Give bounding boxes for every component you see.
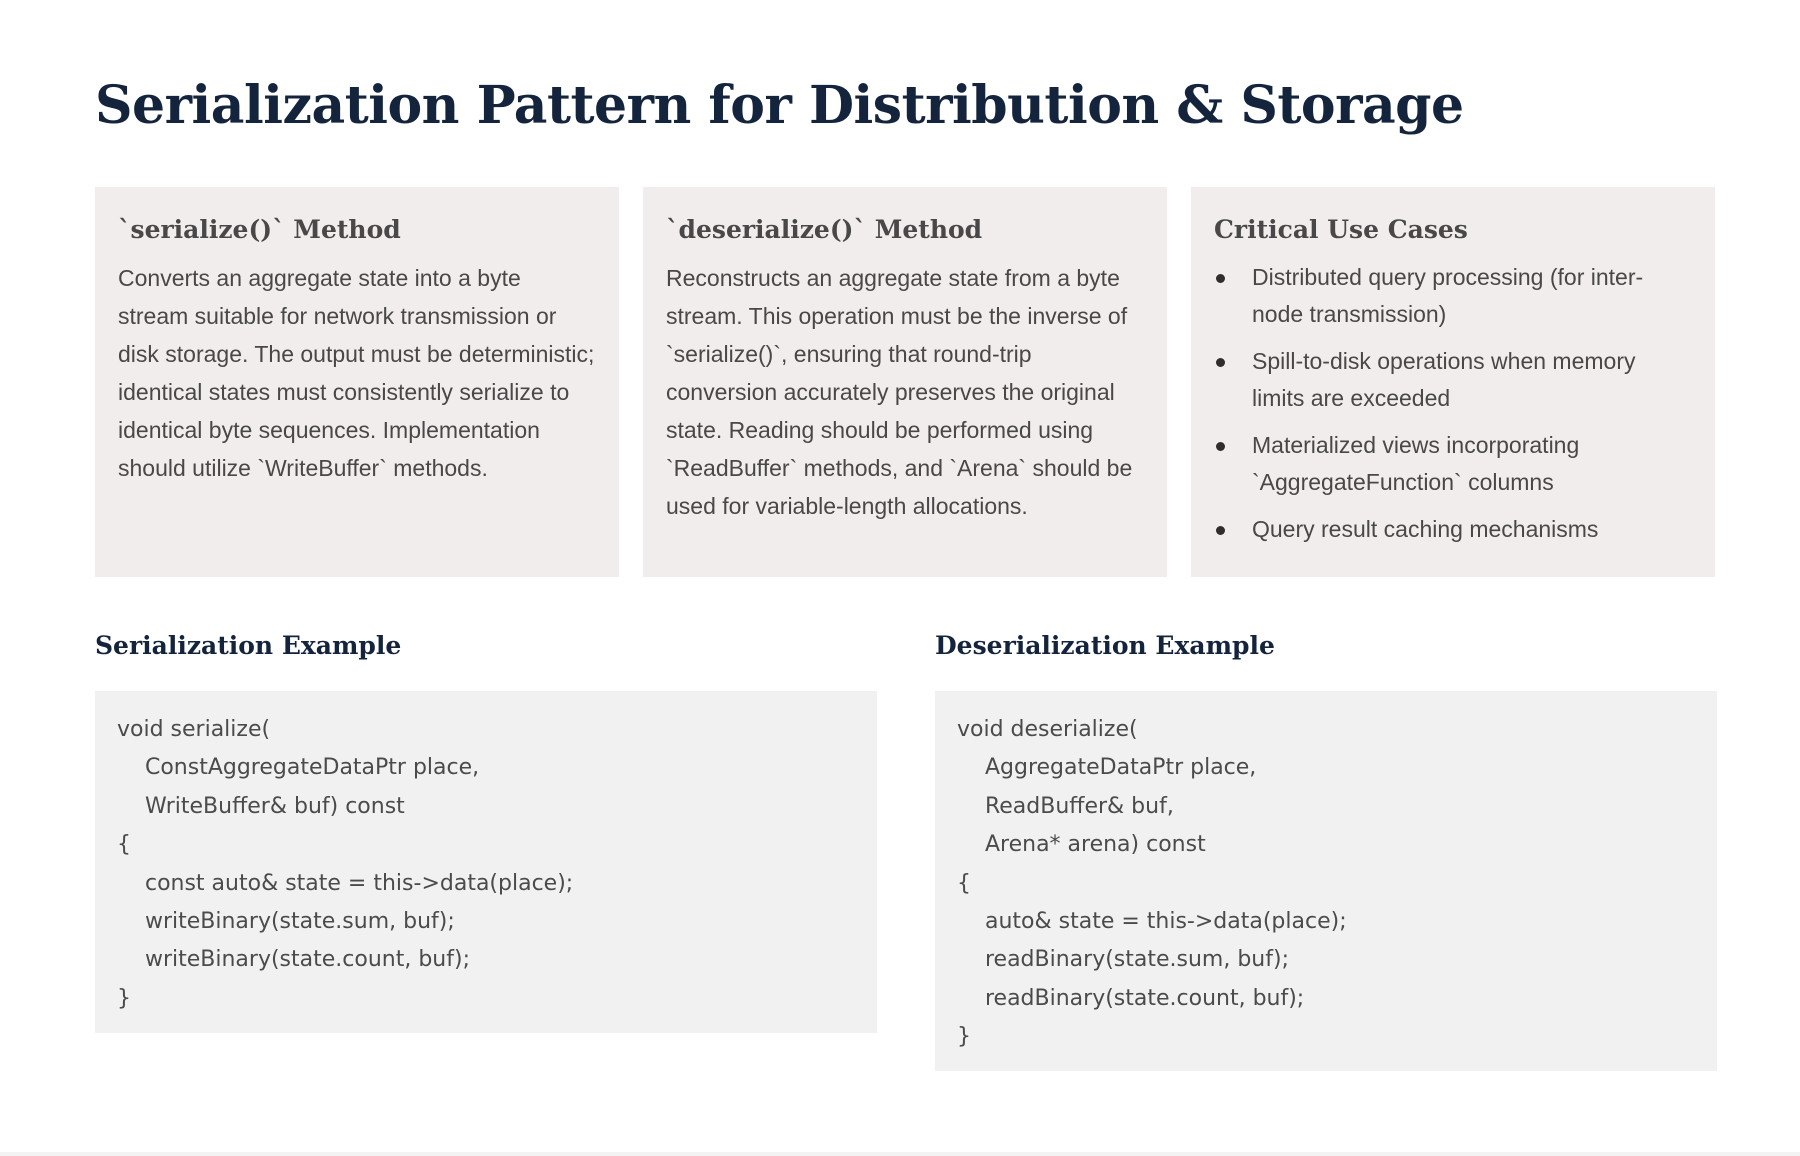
list-item: Materialized views incorporating `AggregateFunction` columns — [1214, 427, 1692, 501]
code-line: Arena* arena) const — [957, 832, 1206, 858]
code-line: const auto& state = this->data(place); — [117, 870, 574, 896]
code-line: ConstAggregateDataPtr place, — [117, 755, 480, 781]
serialization-code-block — [95, 691, 877, 1033]
code-line: } — [117, 985, 131, 1011]
code-line: readBinary(state.sum, buf); — [957, 947, 1289, 973]
code-line: ReadBuffer& buf, — [957, 793, 1174, 819]
code-line: } — [957, 1024, 971, 1050]
card-title: Critical Use Cases — [1214, 215, 1468, 244]
code-line: { — [117, 832, 131, 858]
deserialize-method-card — [643, 187, 1167, 577]
use-cases-card — [1191, 187, 1715, 577]
serialize-method-card — [95, 187, 619, 577]
code-line: { — [957, 870, 971, 896]
code-line: auto& state = this->data(place); — [957, 909, 1347, 935]
code-line: void serialize( — [117, 717, 271, 742]
list-item: Spill-to-disk operations when memory limits are exceeded — [1214, 343, 1692, 417]
code-line: readBinary(state.count, buf); — [957, 985, 1305, 1011]
code-line: AggregateDataPtr place, — [957, 755, 1257, 781]
code-line: WriteBuffer& buf) const — [117, 793, 405, 819]
use-case-list — [1214, 259, 1692, 548]
list-item: Query result caching mechanisms — [1214, 511, 1692, 548]
card-title: `deserialize()` Method — [666, 215, 983, 244]
bottom-divider — [0, 1152, 1800, 1156]
code-line: writeBinary(state.sum, buf); — [117, 909, 455, 935]
card-title: `serialize()` Method — [118, 215, 401, 244]
card-body: Converts an aggregate state into a byte stream suitable for network transmission or disk storage. The output must be deterministic; identical states must consistently serialize to identical byte sequences. Implementation should utilize `WriteBuffer` methods. — [118, 265, 595, 481]
list-item: Distributed query processing (for inter-node transmission) — [1214, 259, 1692, 333]
card-body: Reconstructs an aggregate state from a byte stream. This operation must be the inverse of `serialize()`, ensuring that round-trip conversion accurately preserves the original state. Reading should be performed using `ReadBuffer` methods, and `Arena` should be used for variable-length allocations. — [666, 265, 1133, 519]
code-line: void deserialize( — [957, 717, 1138, 742]
deserialization-code-block — [935, 691, 1717, 1071]
serialization-example-title: Serialization Example — [95, 631, 402, 660]
deserialization-example-title: Deserialization Example — [935, 631, 1275, 660]
page-title: Serialization Pattern for Distribution & Storage — [95, 75, 1464, 136]
code-line: writeBinary(state.count, buf); — [117, 947, 470, 973]
